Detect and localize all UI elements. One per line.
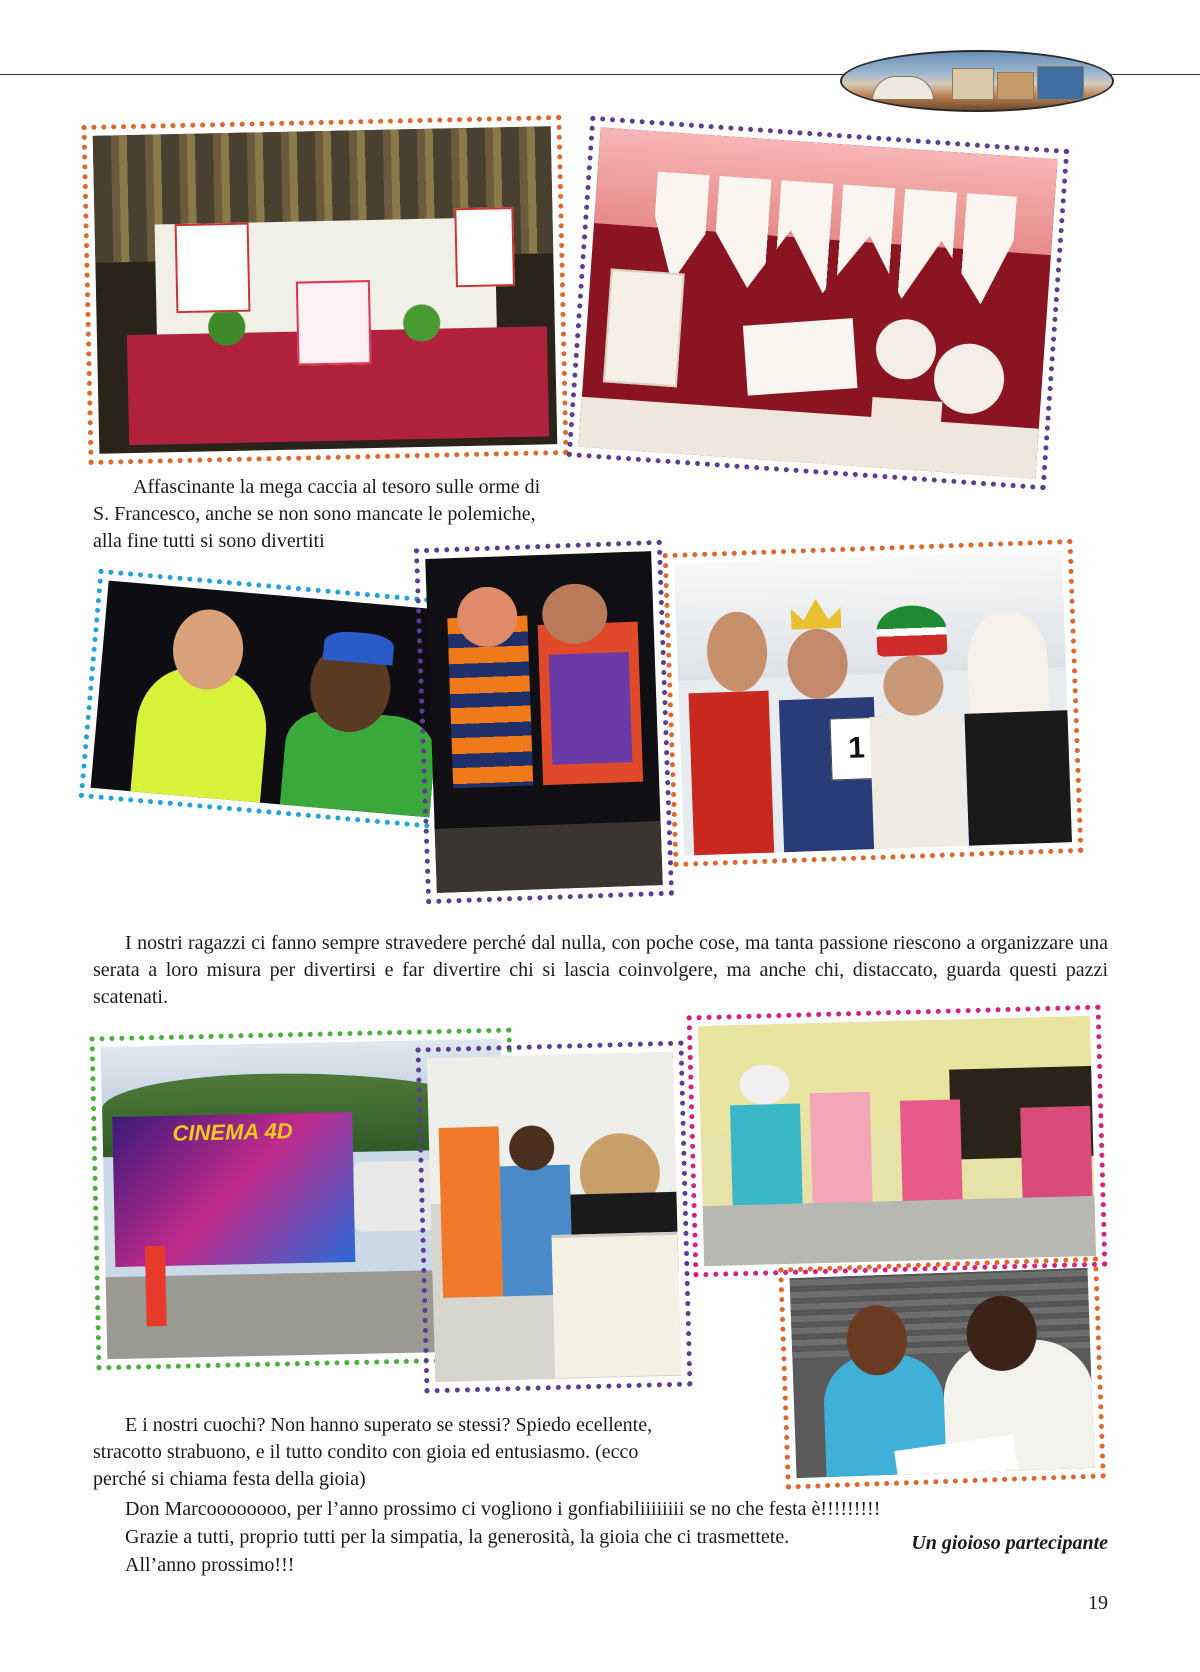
photo-registration-desk: [416, 1041, 693, 1394]
cinema-4d-sign: CINEMA 4D: [172, 1118, 293, 1146]
paragraph-don-marco: Don Marcoooooooo, per l’anno prossimo ci vogliono i gonfiabiliiiiiiii se no che festa è!!!!!!!!!: [125, 1498, 881, 1520]
photo-cooks-kitchen: [687, 1005, 1108, 1278]
paragraph-arrivederci: All’anno prossimo!!!: [125, 1554, 295, 1576]
paragraph-cuochi-line3: perché si chiama festa della gioia): [93, 1468, 366, 1490]
town-stadium-emblem-icon: [840, 50, 1114, 112]
costume-number-card: 1: [830, 717, 884, 781]
photo-medieval-costumes: [663, 539, 1084, 867]
paragraph-cuochi-line1: E i nostri cuochi? Non hanno superato se stessi? Spiedo ecellente,: [125, 1414, 653, 1436]
photo-lace-display: [567, 116, 1070, 491]
author-signature: Un gioioso partecipante: [911, 1532, 1108, 1554]
paragraph-ragazzi: I nostri ragazzi ci fanno sempre stravedere perché dal nulla, con poche cose, ma tanta passione riescono a organizzare una serata a loro misura per divertirsi e far divertire chi si lascia coinvolgere, ma anche chi, distaccato, guarda questi pazzi scatenati.: [93, 932, 1108, 1008]
photo-cooks-reading: [778, 1256, 1106, 1489]
page-number: 19: [1088, 1592, 1108, 1614]
stand-sign-left: [175, 223, 251, 314]
photo-party-friends: [79, 569, 460, 830]
paragraph-grazie: Grazie a tutti, proprio tutti per la simpatia, la generosità, la gioia che ci trasmettete.: [125, 1526, 790, 1548]
caption-treasure-line2: S. Francesco, anche se non sono mancate le polemiche,: [93, 503, 536, 525]
photo-shop-stand: [81, 115, 568, 465]
paragraph-cuochi-line2: stracotto strabuono, e il tutto condito con gioia ed entusiasmo. (ecco: [93, 1441, 639, 1463]
photo-costume-couple: [414, 540, 674, 904]
caption-treasure-line1: Affascinante la mega caccia al tesoro sulle orme di: [133, 476, 541, 498]
caption-treasure-line3: alla fine tutti si sono divertiti: [93, 530, 325, 552]
stand-sign-center: [296, 280, 372, 366]
